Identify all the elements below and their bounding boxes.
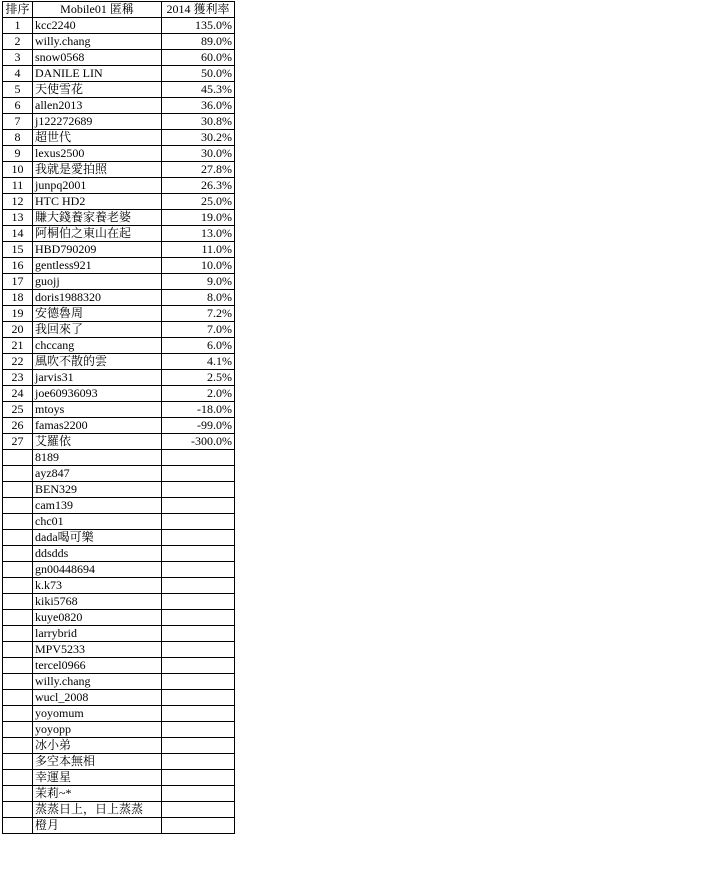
nickname-cell[interactable]: jarvis31	[33, 370, 162, 386]
return-rate-cell[interactable]	[162, 642, 235, 658]
nickname-cell[interactable]: 幸運星	[33, 770, 162, 786]
nickname-cell[interactable]: gn00448694	[33, 562, 162, 578]
return-rate-cell[interactable]	[162, 578, 235, 594]
table-row	[3, 610, 235, 626]
table-row	[3, 642, 235, 658]
table-row	[3, 626, 235, 642]
table-row	[3, 594, 235, 610]
rank-cell[interactable]: 18	[3, 290, 33, 306]
nickname-cell[interactable]: kcc2240	[33, 18, 162, 34]
nickname-cell[interactable]: 橙月	[33, 818, 162, 834]
nickname-cell[interactable]: guojj	[33, 274, 162, 290]
return-rate-cell[interactable]	[162, 802, 235, 818]
nickname-cell[interactable]: ayz847	[33, 466, 162, 482]
return-rate-cell[interactable]: 30.0%	[162, 146, 235, 162]
rank-cell[interactable]: 13	[3, 210, 33, 226]
table-row	[3, 370, 235, 386]
rank-cell[interactable]	[3, 514, 33, 530]
rank-cell[interactable]	[3, 786, 33, 802]
return-rate-cell[interactable]	[162, 594, 235, 610]
rank-cell[interactable]: 22	[3, 354, 33, 370]
nickname-cell[interactable]: 茉莉~*	[33, 786, 162, 802]
rank-cell[interactable]: 2	[3, 34, 33, 50]
return-rate-cell[interactable]	[162, 514, 235, 530]
return-rate-cell[interactable]: 26.3%	[162, 178, 235, 194]
rank-cell[interactable]	[3, 674, 33, 690]
nickname-cell[interactable]: 蒸蒸日上，日上蒸蒸	[33, 802, 162, 818]
nickname-cell[interactable]: larrybrid	[33, 626, 162, 642]
rank-cell[interactable]: 6	[3, 98, 33, 114]
table-row	[3, 274, 235, 290]
rank-cell[interactable]	[3, 498, 33, 514]
return-rate-cell[interactable]: 2.0%	[162, 386, 235, 402]
return-rate-cell[interactable]: 135.0%	[162, 18, 235, 34]
nickname-cell[interactable]: chc01	[33, 514, 162, 530]
table-row	[3, 690, 235, 706]
return-rate-cell[interactable]: 11.0%	[162, 242, 235, 258]
nickname-cell[interactable]: ddsdds	[33, 546, 162, 562]
rank-cell[interactable]	[3, 802, 33, 818]
return-rate-cell[interactable]: 2.5%	[162, 370, 235, 386]
nickname-cell[interactable]: snow0568	[33, 50, 162, 66]
rank-cell[interactable]: 14	[3, 226, 33, 242]
nickname-cell[interactable]: 超世代	[33, 130, 162, 146]
table-row	[3, 754, 235, 770]
rank-cell[interactable]	[3, 626, 33, 642]
nickname-cell[interactable]: lexus2500	[33, 146, 162, 162]
nickname-cell[interactable]: 8189	[33, 450, 162, 466]
nickname-cell[interactable]: 風吹不散的雲	[33, 354, 162, 370]
return-rate-cell[interactable]: 7.2%	[162, 306, 235, 322]
table-row	[3, 434, 235, 450]
nickname-cell[interactable]: HTC HD2	[33, 194, 162, 210]
nickname-cell[interactable]: yoyomum	[33, 706, 162, 722]
return-rate-cell[interactable]: 89.0%	[162, 34, 235, 50]
return-rate-cell[interactable]	[162, 818, 235, 834]
rank-cell[interactable]: 25	[3, 402, 33, 418]
return-rate-cell[interactable]	[162, 738, 235, 754]
return-rate-cell[interactable]: 25.0%	[162, 194, 235, 210]
return-rate-cell[interactable]: 45.3%	[162, 82, 235, 98]
table-row	[3, 114, 235, 130]
rank-cell[interactable]: 20	[3, 322, 33, 338]
table-row	[3, 578, 235, 594]
table-row	[3, 322, 235, 338]
table-row	[3, 354, 235, 370]
rank-cell[interactable]: 15	[3, 242, 33, 258]
table-row	[3, 450, 235, 466]
rank-cell[interactable]: 12	[3, 194, 33, 210]
return-rate-cell[interactable]: -99.0%	[162, 418, 235, 434]
nickname-cell[interactable]: 我就是愛拍照	[33, 162, 162, 178]
nickname-cell[interactable]: 艾羅依	[33, 434, 162, 450]
table-row	[3, 162, 235, 178]
table-row	[3, 530, 235, 546]
nickname-cell[interactable]: 阿桐伯之東山在起	[33, 226, 162, 242]
return-rate-cell[interactable]	[162, 786, 235, 802]
rank-cell[interactable]: 4	[3, 66, 33, 82]
rank-cell[interactable]	[3, 466, 33, 482]
nickname-cell[interactable]: 我回來了	[33, 322, 162, 338]
return-rate-cell[interactable]: 6.0%	[162, 338, 235, 354]
table-row	[3, 802, 235, 818]
table-row	[3, 82, 235, 98]
return-rate-cell[interactable]: 30.8%	[162, 114, 235, 130]
table-row	[3, 194, 235, 210]
rank-cell[interactable]	[3, 722, 33, 738]
return-rate-cell[interactable]	[162, 450, 235, 466]
table-row	[3, 674, 235, 690]
rank-cell[interactable]: 26	[3, 418, 33, 434]
table-row	[3, 546, 235, 562]
nickname-cell[interactable]: chccang	[33, 338, 162, 354]
rank-cell[interactable]: 21	[3, 338, 33, 354]
rank-cell[interactable]	[3, 770, 33, 786]
nickname-cell[interactable]: doris1988320	[33, 290, 162, 306]
rank-cell[interactable]: 8	[3, 130, 33, 146]
nickname-cell[interactable]: cam139	[33, 498, 162, 514]
table-row	[3, 210, 235, 226]
table-row	[3, 34, 235, 50]
return-rate-cell[interactable]: 19.0%	[162, 210, 235, 226]
return-rate-cell[interactable]: 7.0%	[162, 322, 235, 338]
table-row	[3, 130, 235, 146]
rank-cell[interactable]	[3, 658, 33, 674]
table-body	[3, 18, 235, 834]
return-rate-cell[interactable]	[162, 658, 235, 674]
table-row	[3, 722, 235, 738]
table-row	[3, 306, 235, 322]
return-rate-cell[interactable]: 8.0%	[162, 290, 235, 306]
table-row	[3, 146, 235, 162]
rank-cell[interactable]	[3, 594, 33, 610]
nickname-cell[interactable]: j122272689	[33, 114, 162, 130]
rank-cell[interactable]	[3, 738, 33, 754]
return-rate-cell[interactable]: 10.0%	[162, 258, 235, 274]
rank-cell[interactable]	[3, 530, 33, 546]
return-rate-cell[interactable]	[162, 722, 235, 738]
return-rate-cell[interactable]	[162, 546, 235, 562]
return-rate-cell[interactable]	[162, 754, 235, 770]
return-rate-cell[interactable]: 27.8%	[162, 162, 235, 178]
table-row	[3, 706, 235, 722]
table-row	[3, 514, 235, 530]
rank-cell[interactable]: 11	[3, 178, 33, 194]
rank-cell[interactable]: 23	[3, 370, 33, 386]
table-row	[3, 338, 235, 354]
rank-cell[interactable]	[3, 450, 33, 466]
return-rate-cell[interactable]: 13.0%	[162, 226, 235, 242]
nickname-cell[interactable]: HBD790209	[33, 242, 162, 258]
return-rate-cell[interactable]	[162, 706, 235, 722]
table-row	[3, 466, 235, 482]
nickname-cell[interactable]: 安德魯周	[33, 306, 162, 322]
return-rate-cell[interactable]: 36.0%	[162, 98, 235, 114]
table-row	[3, 658, 235, 674]
table-row	[3, 66, 235, 82]
rank-cell[interactable]	[3, 546, 33, 562]
table-row	[3, 226, 235, 242]
nickname-cell[interactable]: k.k73	[33, 578, 162, 594]
nickname-cell[interactable]: BEN329	[33, 482, 162, 498]
nickname-cell[interactable]: 賺大錢養家養老婆	[33, 210, 162, 226]
nickname-cell[interactable]: willy.chang	[33, 674, 162, 690]
rank-cell[interactable]: 1	[3, 18, 33, 34]
nickname-cell[interactable]: joe60936093	[33, 386, 162, 402]
return-rate-cell[interactable]	[162, 498, 235, 514]
nickname-cell[interactable]: dada喝可樂	[33, 530, 162, 546]
rank-cell[interactable]: 24	[3, 386, 33, 402]
rank-cell[interactable]: 9	[3, 146, 33, 162]
table-row	[3, 818, 235, 834]
table-row	[3, 562, 235, 578]
nickname-cell[interactable]: wucl_2008	[33, 690, 162, 706]
header-row	[3, 2, 235, 18]
nickname-cell[interactable]: kiki5768	[33, 594, 162, 610]
table-row	[3, 738, 235, 754]
nickname-cell[interactable]: MPV5233	[33, 642, 162, 658]
rank-cell[interactable]: 10	[3, 162, 33, 178]
return-rate-cell[interactable]	[162, 690, 235, 706]
rank-cell[interactable]	[3, 562, 33, 578]
nickname-cell[interactable]: willy.chang	[33, 34, 162, 50]
rank-cell[interactable]	[3, 642, 33, 658]
table-row	[3, 18, 235, 34]
rank-cell[interactable]	[3, 690, 33, 706]
return-rate-cell[interactable]: 4.1%	[162, 354, 235, 370]
rank-cell[interactable]	[3, 818, 33, 834]
table-row	[3, 770, 235, 786]
table-row	[3, 402, 235, 418]
rank-cell[interactable]	[3, 610, 33, 626]
nickname-cell[interactable]: kuye0820	[33, 610, 162, 626]
nickname-cell[interactable]: tercel0966	[33, 658, 162, 674]
return-rate-cell[interactable]: 60.0%	[162, 50, 235, 66]
nickname-cell[interactable]: 多空本無相	[33, 754, 162, 770]
return-rate-cell[interactable]: -18.0%	[162, 402, 235, 418]
nickname-cell[interactable]: yoyopp	[33, 722, 162, 738]
nickname-cell[interactable]: junpq2001	[33, 178, 162, 194]
rank-cell[interactable]: 16	[3, 258, 33, 274]
table-row	[3, 482, 235, 498]
return-rate-cell[interactable]	[162, 674, 235, 690]
return-rate-cell[interactable]: -300.0%	[162, 434, 235, 450]
rank-cell[interactable]: 3	[3, 50, 33, 66]
nickname-cell[interactable]: mtoys	[33, 402, 162, 418]
table-row	[3, 290, 235, 306]
rank-cell[interactable]	[3, 482, 33, 498]
return-rate-cell[interactable]: 9.0%	[162, 274, 235, 290]
return-rate-cell[interactable]	[162, 770, 235, 786]
return-rate-cell[interactable]	[162, 466, 235, 482]
nickname-cell[interactable]: gentless921	[33, 258, 162, 274]
header-rank[interactable]: 排序	[3, 2, 33, 18]
nickname-cell[interactable]: allen2013	[33, 98, 162, 114]
rank-cell[interactable]: 17	[3, 274, 33, 290]
rank-cell[interactable]: 7	[3, 114, 33, 130]
nickname-cell[interactable]: 天使雪花	[33, 82, 162, 98]
return-rate-cell[interactable]	[162, 530, 235, 546]
table-row	[3, 258, 235, 274]
table-row	[3, 98, 235, 114]
table-row	[3, 418, 235, 434]
rank-cell[interactable]: 27	[3, 434, 33, 450]
rank-cell[interactable]	[3, 754, 33, 770]
nickname-cell[interactable]: DANILE LIN	[33, 66, 162, 82]
nickname-cell[interactable]: famas2200	[33, 418, 162, 434]
table-row	[3, 178, 235, 194]
return-rate-cell[interactable]: 30.2%	[162, 130, 235, 146]
table-row	[3, 386, 235, 402]
table-row	[3, 50, 235, 66]
rank-cell[interactable]: 19	[3, 306, 33, 322]
table-row	[3, 242, 235, 258]
ranking-table	[2, 1, 235, 834]
return-rate-cell[interactable]: 50.0%	[162, 66, 235, 82]
table-row	[3, 786, 235, 802]
header-name[interactable]: Mobile01 匿稱	[33, 2, 162, 18]
return-rate-cell[interactable]	[162, 482, 235, 498]
table-row	[3, 498, 235, 514]
rank-cell[interactable]: 5	[3, 82, 33, 98]
rank-cell[interactable]	[3, 578, 33, 594]
return-rate-cell[interactable]	[162, 626, 235, 642]
return-rate-cell[interactable]	[162, 610, 235, 626]
header-rate[interactable]: 2014 獲利率	[162, 2, 235, 18]
nickname-cell[interactable]: 冰小弟	[33, 738, 162, 754]
rank-cell[interactable]	[3, 706, 33, 722]
return-rate-cell[interactable]	[162, 562, 235, 578]
